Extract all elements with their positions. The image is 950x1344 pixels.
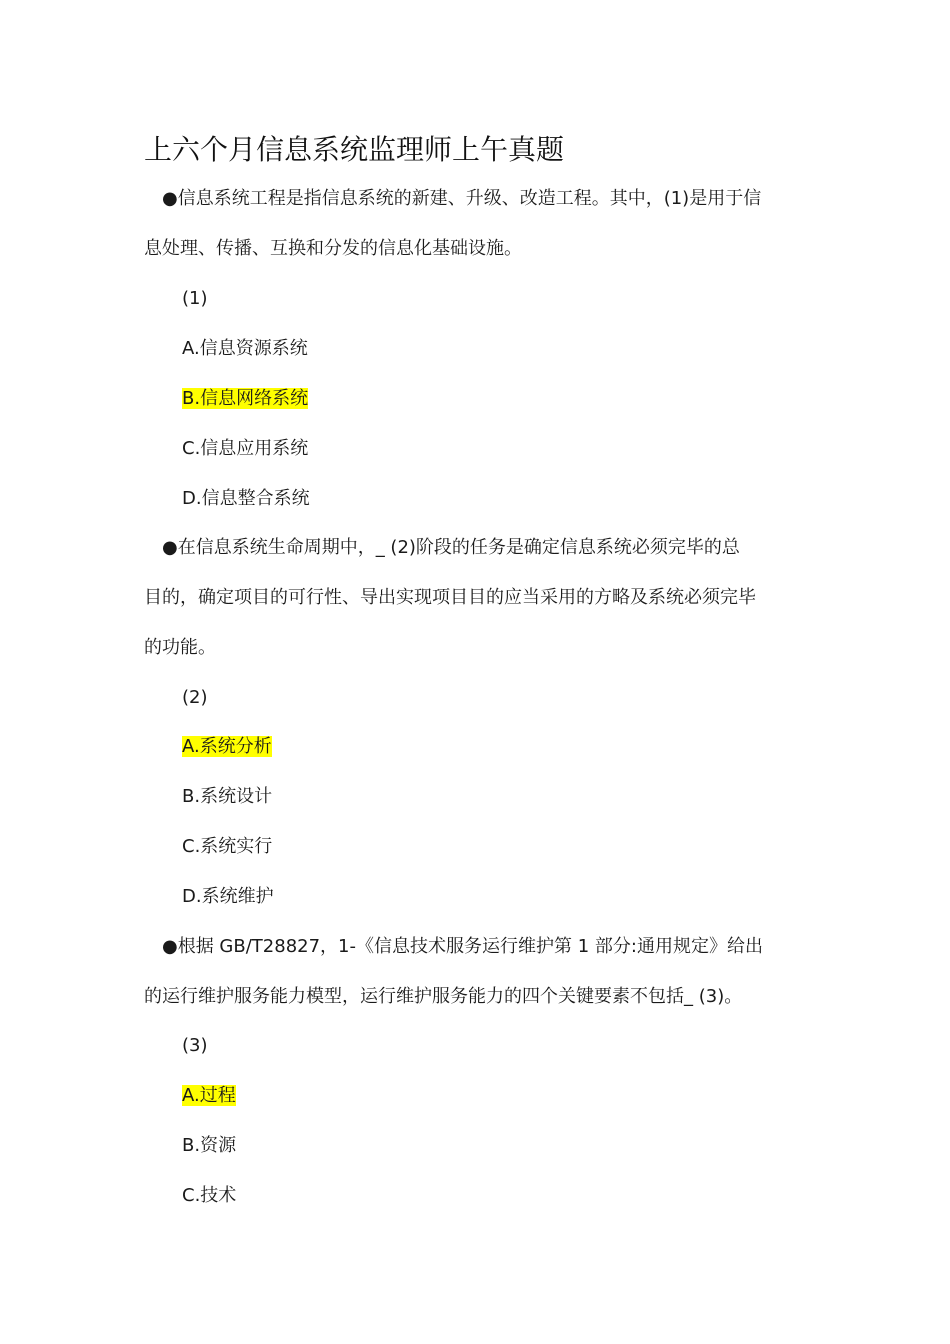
answer-highlight: A.系统分析 bbox=[182, 736, 272, 757]
q3-number: (3) bbox=[182, 1035, 208, 1056]
q3-stem-line-1: ●根据 GB/T28827，1-《信息技术服务运行维护第 1 部分:通用规定》给出 bbox=[162, 936, 763, 957]
q2-option-d: D.系统维护 bbox=[182, 886, 274, 907]
q3-option-a-answer bbox=[182, 1083, 236, 1109]
q1-option-c: C.信息应用系统 bbox=[182, 438, 309, 459]
q3-stem-line-2: 的运行维护服务能力模型，运行维护服务能力的四个关键要素不包括_ (3)。 bbox=[144, 986, 743, 1007]
q2-stem-line-3: 的功能。 bbox=[144, 637, 216, 658]
answer-highlight: B.信息网络系统 bbox=[182, 388, 309, 409]
q2-option-b: B.系统设计 bbox=[182, 786, 273, 807]
q2-option-c: C.系统实行 bbox=[182, 836, 273, 857]
q2-stem-line-2: 目的，确定项目的可行性、导出实现项目目的应当采用的方略及系统必须完毕 bbox=[144, 587, 756, 608]
q2-number: (2) bbox=[182, 687, 208, 708]
q1-option-b-answer bbox=[182, 386, 308, 412]
q1-option-a: A.信息资源系统 bbox=[182, 338, 308, 359]
q1-option-d: D.信息整合系统 bbox=[182, 488, 310, 509]
q3-option-c: C.技术 bbox=[182, 1185, 237, 1206]
q1-stem-line-1: ●信息系统工程是指信息系统的新建、升级、改造工程。其中，(1)是用于信 bbox=[162, 188, 762, 209]
q1-number: (1) bbox=[182, 288, 208, 309]
answer-highlight: A.过程 bbox=[182, 1085, 236, 1106]
q2-stem-line-1: ●在信息系统生命周期中，_ (2)阶段的任务是确定信息系统必须完毕的总 bbox=[162, 537, 740, 558]
q2-option-a-answer bbox=[182, 734, 272, 760]
page-title: 上六个月信息系统监理师上午真题 bbox=[144, 133, 565, 166]
q3-option-b: B.资源 bbox=[182, 1135, 237, 1156]
q1-stem-line-2: 息处理、传播、互换和分发的信息化基础设施。 bbox=[144, 238, 522, 259]
